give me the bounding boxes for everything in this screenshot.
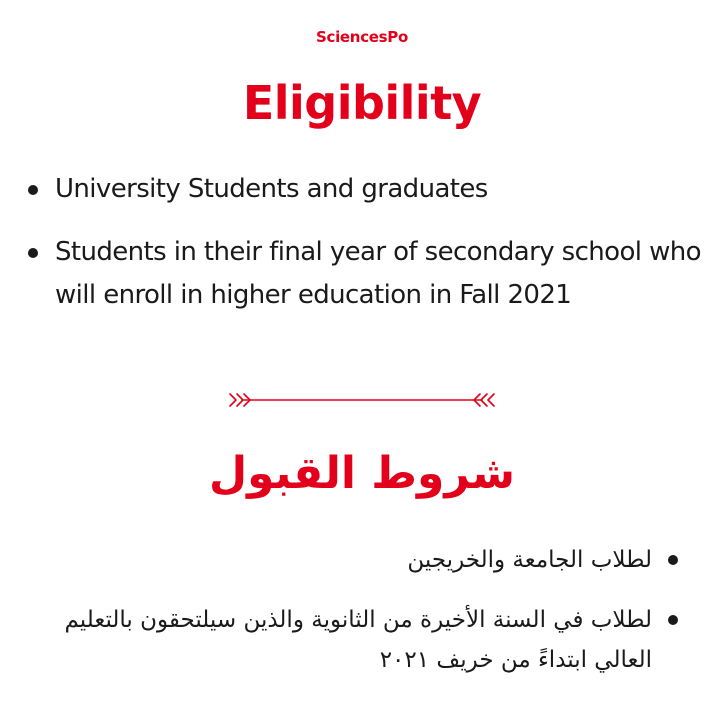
list-item bbox=[0, 168, 724, 211]
bullet-dot-icon bbox=[28, 248, 38, 258]
bullet-dot-icon bbox=[668, 615, 678, 625]
sciencespo-logo: SciencesPo bbox=[316, 28, 408, 46]
arabic-eligibility-list bbox=[0, 540, 724, 680]
bullet-dot-icon bbox=[668, 555, 678, 565]
list-item-text: لطلاب في السنة الأخيرة من الثانوية والذين سيلتحقون بالتعليم العالي ابتداءً من خريف ٢٠٢١ bbox=[64, 607, 652, 673]
list-item bbox=[0, 540, 724, 580]
list-item-text: University Students and graduates bbox=[55, 174, 488, 204]
bullet-dot-icon bbox=[28, 185, 38, 195]
english-title: Eligibility bbox=[242, 76, 482, 130]
arabic-title: شروط القبول bbox=[208, 448, 515, 499]
arrow-divider-icon bbox=[228, 386, 496, 414]
list-item-text: لطلاب الجامعة والخريجين bbox=[407, 547, 652, 573]
english-eligibility-list bbox=[0, 168, 724, 317]
list-item bbox=[0, 600, 724, 680]
list-item-text: Students in their final year of secondary school who will enroll in higher education in Fall 2021 bbox=[55, 237, 701, 310]
list-item bbox=[0, 231, 724, 317]
